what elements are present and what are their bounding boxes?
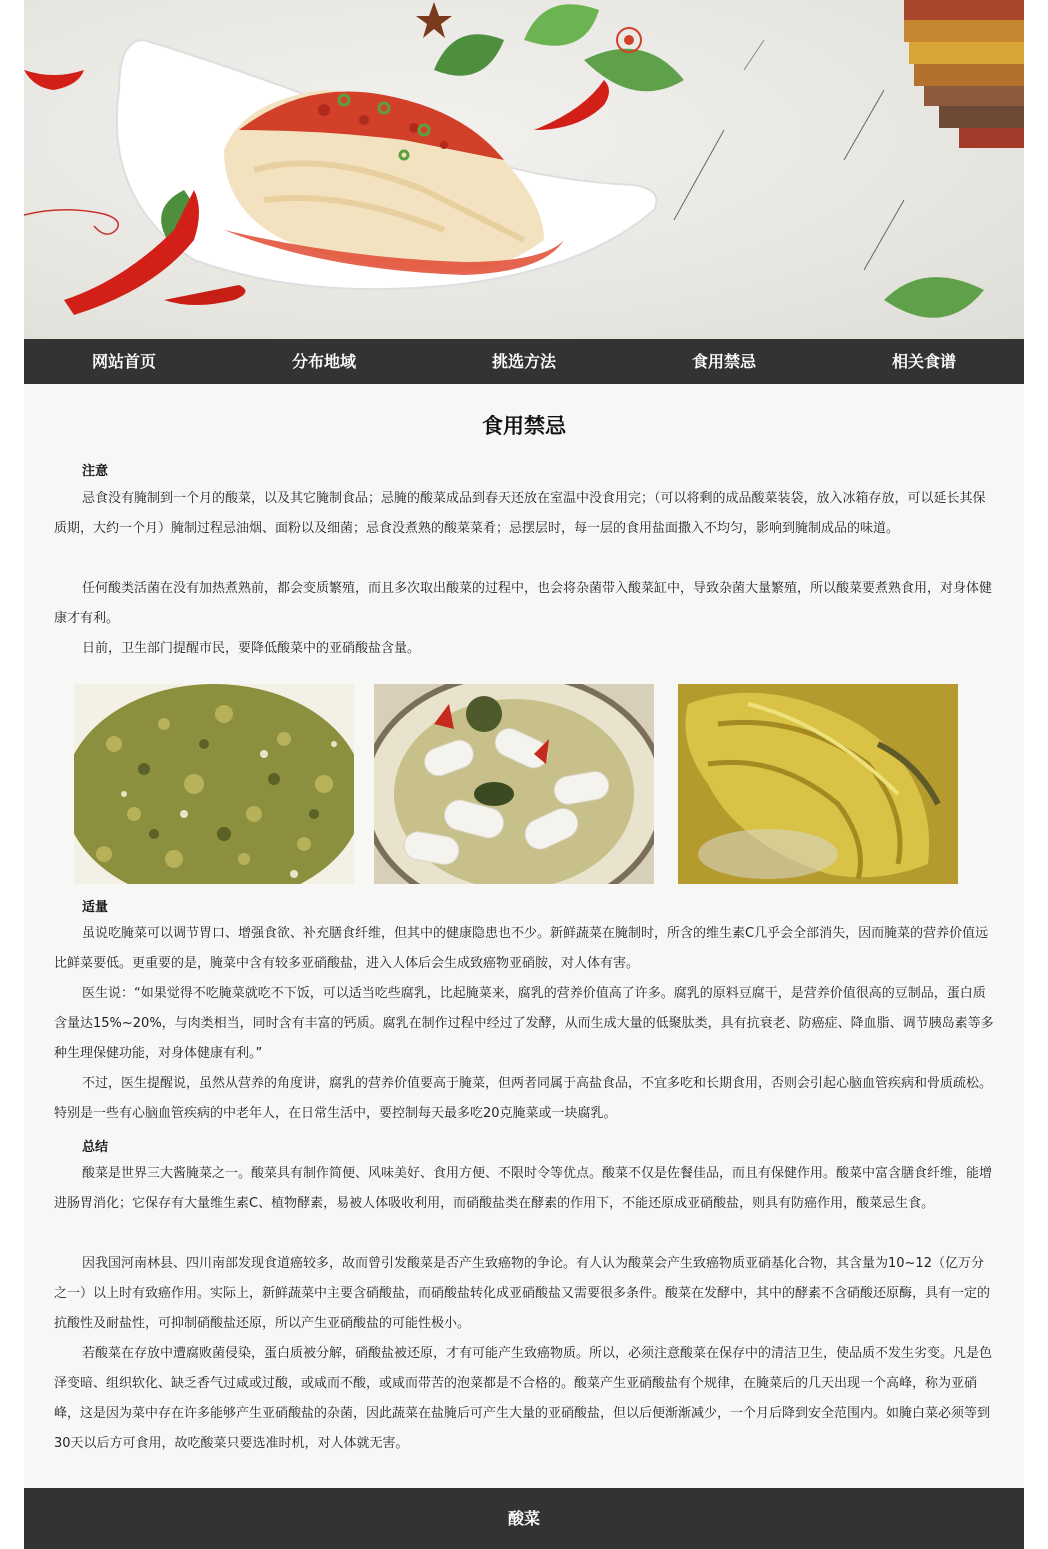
paragraph: 虽说吃腌菜可以调节胃口、增强食欲、补充膳食纤维，但其中的健康隐患也不少。新鲜蔬菜在腌制时，所含的维生素C几乎会全部消失，因而腌菜的营养价值远比鲜菜要低。更重要的是，腌菜中含有较多亚硝酸盐，进入人体后会生成致癌物亚硝胺，对人体有害。 — [54, 926, 989, 971]
nav-item-recipes[interactable]: 相关食谱 — [891, 352, 956, 371]
footer: 酸菜 — [24, 1488, 1024, 1549]
photo-fermented-cabbage — [678, 684, 958, 884]
nav-item-selection[interactable]: 挑选方法 — [491, 352, 556, 371]
paragraph: 若酸菜在存放中遭腐败菌侵染，蛋白质被分解，硝酸盐被还原，才有可能产生致癌物质。所以，必须注意酸菜在保存中的清洁卫生，使品质不发生劣变。凡是色泽变暗、组织软化、缺乏香气过咸或过酸，或咸而不酸，或咸而带苦的泡菜都是不合格的。酸菜产生亚硝酸盐有个规律，在腌菜后的几天出现一个高峰，称为亚硝峰，这是因为菜中存在许多能够产生亚硝酸盐的杂菌，因此蔬菜在盐腌后可产生大量的亚硝酸盐，但以后便渐渐减少，一个月后降到安全范围内。如腌白菜必须等到30天以后方可食用，故吃酸菜只要选准时机，对人体就无害。 — [54, 1346, 993, 1451]
nav-item-home[interactable]: 网站首页 — [91, 352, 156, 371]
photo-stirfried-pickles-with-rice-cakes — [374, 684, 654, 884]
article-content — [24, 384, 1024, 1488]
paragraph: 医生说：“如果觉得不吃腌菜就吃不下饭，可以适当吃些腐乳，比起腌菜来，腐乳的营养价值高了许多。腐乳的原料豆腐干，是营养价值很高的豆制品，蛋白质含量达15%~20%，与肉类相当，同时含有丰富的钙质。腐乳在制作过程中经过了发酵，从而生成大量的低聚肽类，具有抗衰老、防癌症、降血脂、调节胰岛素等多种生理保健功能，对身体健康有利。” — [54, 986, 994, 1061]
section-heading-caution: 注意 — [82, 464, 109, 479]
paragraph: 酸菜是世界三大酱腌菜之一。酸菜具有制作简便、风味美好、食用方便、不限时令等优点。酸菜不仅是佐餐佳品，而且有保健作用。酸菜中富含膳食纤维，能增进肠胃消化；它保存有大量维生素C、植物酵素，易被人体吸收利用，而硝酸盐类在酵素的作用下，不能还原成亚硝酸盐，则具有防癌作用，酸菜忌生食。 — [54, 1166, 993, 1211]
paragraph: 忌食没有腌制到一个月的酸菜，以及其它腌制食品；忌腌的酸菜成品到春天还放在室温中没食用完；（可以将剩的成品酸菜装袋，放入冰箱存放，可以延长其保质期，大约一个月）腌制过程忌油烟、面粉以及细菌；忌食没煮熟的酸菜菜肴；忌摆层时，每一层的食用盐面撒入不均匀，影响到腌制成品的味道。 — [54, 491, 986, 536]
photo-chopped-pickled-greens — [74, 684, 354, 884]
kimchi-illustration — [24, 0, 1024, 339]
nav-item-taboos[interactable]: 食用禁忌 — [691, 352, 756, 371]
section-heading-summary: 总结 — [82, 1140, 109, 1155]
page — [24, 0, 1024, 1549]
paragraph: 因我国河南林县、四川南部发现食道癌较多，故而曾引发酸菜是否产生致癌物的争论。有人认为酸菜会产生致癌物质亚硝基化合物，其含量为10~12（亿万分之一）以上时有致癌作用。实际上，新鲜蔬菜中主要含硝酸盐，而硝酸盐转化成亚硝酸盐又需要很多条件。酸菜在发酵中，其中的酵素不含硝酸还原酶，具有一定的抗酸性及耐盐性，可抑制硝酸盐还原，所以产生亚硝酸盐的可能性极小。 — [54, 1256, 991, 1331]
paragraph: 任何酸类活菌在没有加热煮熟前，都会变质繁殖，而且多次取出酸菜的过程中，也会将杂菌带入酸菜缸中，导致杂菌大量繁殖，所以酸菜要煮熟食用，对身体健康才有利。 — [54, 581, 993, 626]
paragraph: 不过，医生提醒说，虽然从营养的角度讲，腐乳的营养价值要高于腌菜，但两者同属于高盐食品，不宜多吃和长期食用，否则会引起心脑血管疾病和骨质疏松。特别是一些有心脑血管疾病的中老年人，在日常生活中，要控制每天最多吃20克腌菜或一块腐乳。 — [54, 1076, 993, 1121]
paragraph: 日前，卫生部门提醒市民，要降低酸菜中的亚硝酸盐含量。 — [82, 641, 421, 656]
page-title: 食用禁忌 — [482, 414, 566, 438]
nav-item-regions[interactable]: 分布地域 — [291, 352, 356, 371]
main-nav — [24, 339, 1024, 384]
section-heading-moderation: 适量 — [82, 900, 109, 915]
banner-image — [24, 0, 1024, 339]
